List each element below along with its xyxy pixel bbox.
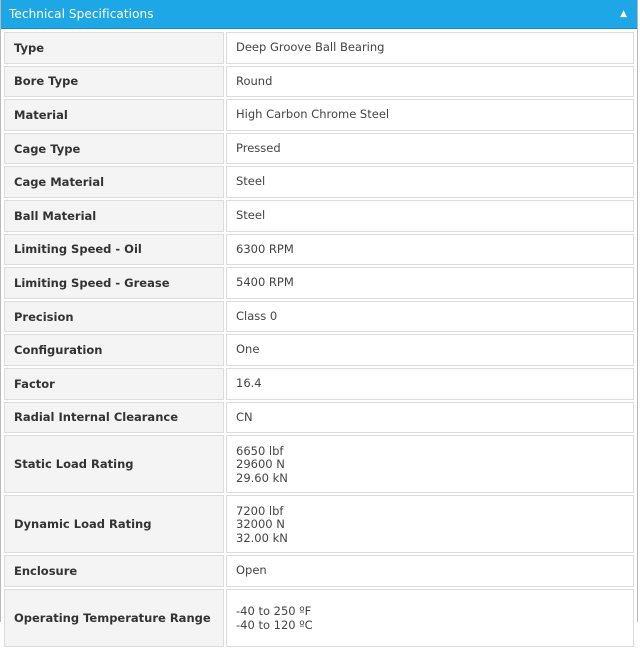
spec-value-cell — [226, 166, 634, 198]
panel-header[interactable] — [1, 0, 637, 29]
spec-value: Round — [236, 73, 273, 88]
spec-value: Steel — [236, 208, 266, 223]
spec-value: Steel — [236, 174, 266, 189]
spec-value: CN — [236, 409, 253, 424]
spec-label: Factor — [4, 368, 224, 400]
spec-value-cell — [226, 66, 634, 98]
spec-row — [4, 200, 634, 232]
spec-row — [4, 267, 634, 299]
spec-value: Open — [236, 563, 267, 578]
spec-row — [4, 99, 634, 131]
spec-label: Configuration — [4, 334, 224, 366]
spec-value-cell — [226, 234, 634, 266]
spec-label: Type — [4, 32, 224, 64]
spec-value: -40 to 250 ºF — [236, 604, 312, 619]
spec-value: 6300 RPM — [236, 241, 294, 256]
spec-label: Radial Internal Clearance — [4, 402, 224, 434]
spec-label: Precision — [4, 301, 224, 333]
spec-value-cell — [226, 495, 634, 553]
spec-row — [4, 368, 634, 400]
specifications-table-body — [4, 32, 634, 647]
spec-label: Cage Type — [4, 133, 224, 165]
spec-value-cell — [226, 32, 634, 64]
spec-value-cell — [226, 301, 634, 333]
spec-value: 5400 RPM — [236, 275, 294, 290]
panel-title: Technical Specifications — [9, 7, 154, 21]
spec-row — [4, 166, 634, 198]
spec-value-cell — [226, 435, 634, 493]
spec-label: Material — [4, 99, 224, 131]
spec-value: One — [236, 342, 260, 357]
spec-value-cell — [226, 200, 634, 232]
spec-row — [4, 301, 634, 333]
spec-label: Limiting Speed - Grease — [4, 267, 224, 299]
spec-row — [4, 589, 634, 647]
spec-row — [4, 402, 634, 434]
spec-row — [4, 32, 634, 64]
spec-value-cell — [226, 368, 634, 400]
spec-label: Enclosure — [4, 555, 224, 587]
spec-value: Deep Groove Ball Bearing — [236, 40, 385, 55]
spec-value-cell — [226, 402, 634, 434]
spec-label: Ball Material — [4, 200, 224, 232]
spec-value-cell — [226, 99, 634, 131]
spec-label: Dynamic Load Rating — [4, 495, 224, 553]
spec-value-cell — [226, 555, 634, 587]
spec-value: 29600 N — [236, 457, 285, 472]
spec-value-cell — [226, 133, 634, 165]
spec-row — [4, 133, 634, 165]
spec-value: 6650 lbf — [236, 443, 284, 458]
spec-label: Static Load Rating — [4, 435, 224, 493]
spec-value-cell — [226, 589, 634, 647]
spec-value: High Carbon Chrome Steel — [236, 107, 390, 122]
spec-row — [4, 435, 634, 493]
spec-value: -40 to 120 ºC — [236, 617, 313, 632]
collapse-icon[interactable]: ▲ — [620, 8, 627, 19]
spec-row — [4, 555, 634, 587]
specifications-table — [2, 30, 636, 649]
spec-row — [4, 334, 634, 366]
spec-label: Limiting Speed - Oil — [4, 234, 224, 266]
spec-value: 32000 N — [236, 517, 285, 532]
spec-value: 29.60 kN — [236, 470, 288, 485]
spec-label: Bore Type — [4, 66, 224, 98]
spec-row — [4, 66, 634, 98]
spec-row — [4, 234, 634, 266]
spec-value: Pressed — [236, 140, 281, 155]
spec-value: 16.4 — [236, 375, 262, 390]
spec-value: 7200 lbf — [236, 503, 284, 518]
spec-value-cell — [226, 334, 634, 366]
spec-row — [4, 495, 634, 553]
spec-label: Cage Material — [4, 166, 224, 198]
spec-label: Operating Temperature Range — [4, 589, 224, 647]
spec-value-cell — [226, 267, 634, 299]
spec-value: 32.00 kN — [236, 530, 288, 545]
spec-value: Class 0 — [236, 308, 278, 323]
